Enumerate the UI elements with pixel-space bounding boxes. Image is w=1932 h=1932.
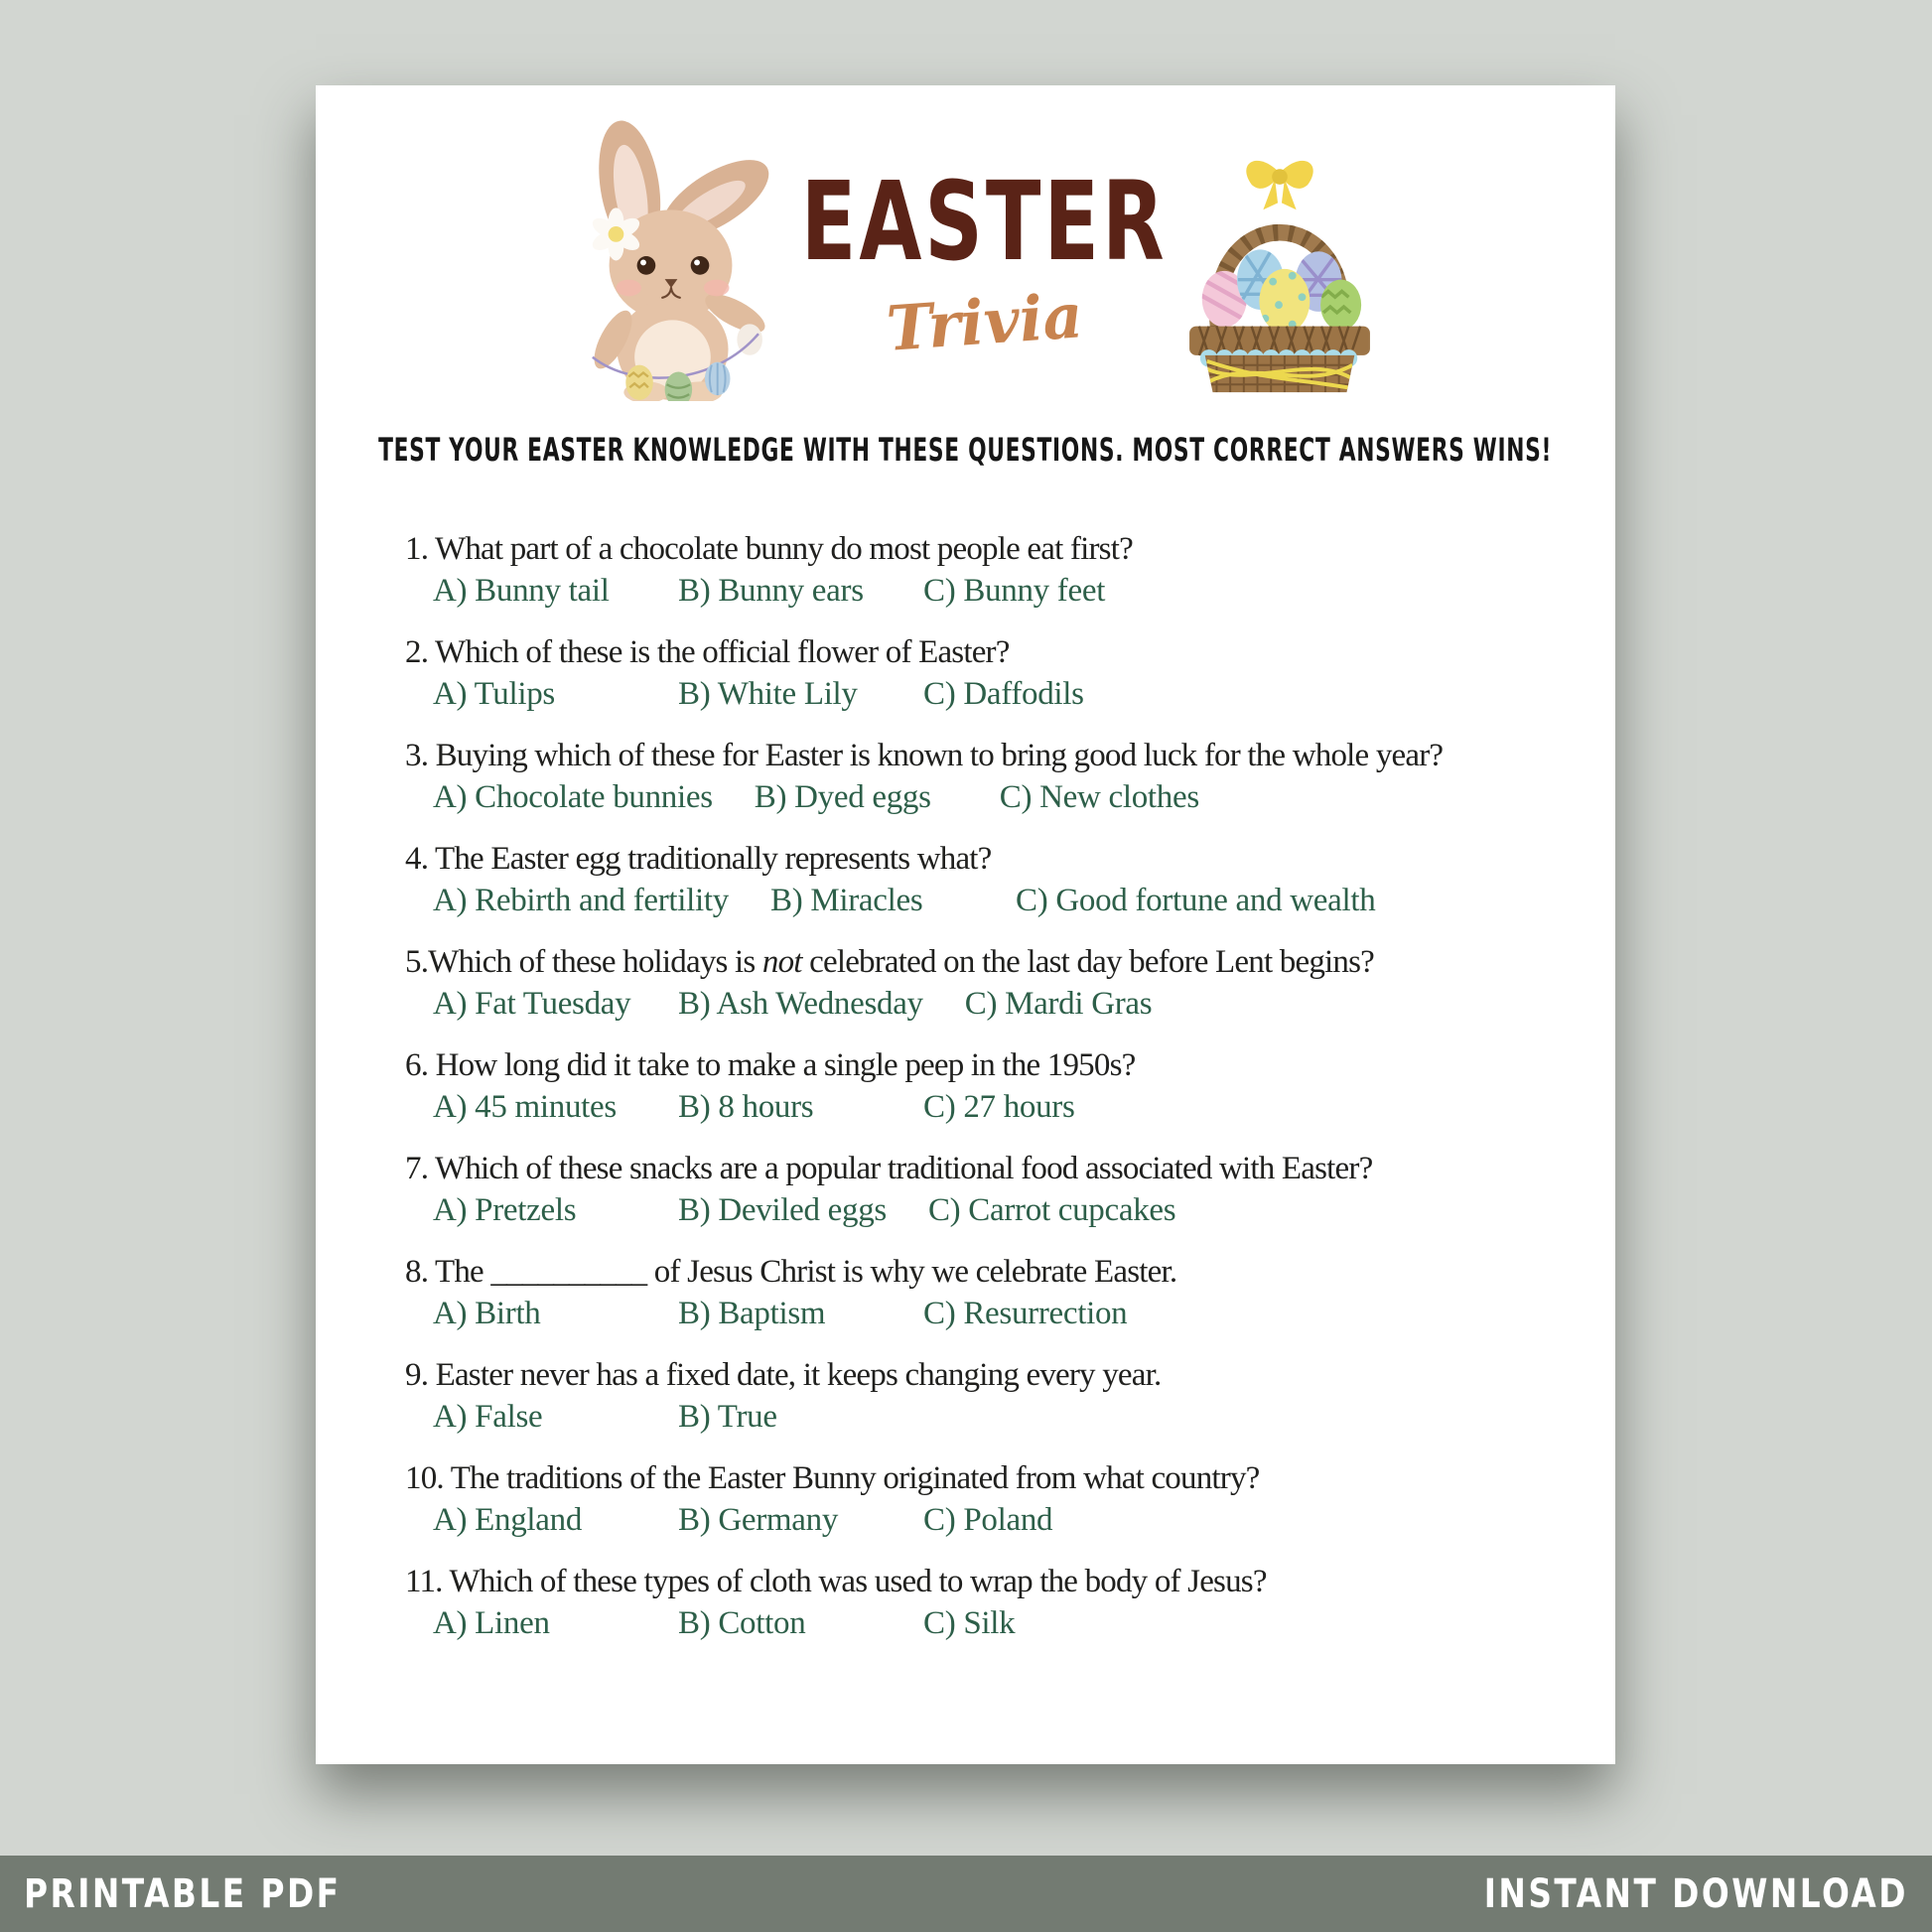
question-text: 4. The Easter egg traditionally represents what? xyxy=(405,841,992,877)
question-text: 10. The traditions of the Easter Bunny originated from what country? xyxy=(405,1460,1260,1496)
question-options xyxy=(405,1396,1586,1444)
footer-bar xyxy=(0,1856,1932,1932)
footer-left-label: PRINTABLE PDF xyxy=(24,1870,342,1917)
question-block xyxy=(405,631,1586,721)
answer-option: B) Bunny ears xyxy=(678,573,864,609)
answer-option: C) Mardi Gras xyxy=(964,986,1153,1022)
question-block xyxy=(405,1044,1586,1134)
answer-option: A) England xyxy=(433,1502,583,1538)
answer-option: A) Birth xyxy=(433,1296,541,1331)
question-text: 3. Buying which of these for Easter is known to bring good luck for the whole year? xyxy=(405,738,1444,773)
answer-option: C) Resurrection xyxy=(923,1296,1128,1331)
answer-option: C) Silk xyxy=(923,1605,1016,1641)
question-text: 2. Which of these is the official flower of Easter? xyxy=(405,634,1010,670)
answer-option: C) Daffodils xyxy=(923,676,1084,712)
bow-icon xyxy=(1246,161,1312,209)
question-block xyxy=(405,1457,1586,1547)
instructions-text: TEST YOUR EASTER KNOWLEDGE WITH THESE QUESTIONS. MOST CORRECT ANSWERS WINS! xyxy=(378,431,1553,469)
question-options xyxy=(405,1602,1586,1650)
question-block xyxy=(405,1354,1586,1444)
page-title-script: Trivia xyxy=(884,279,1085,365)
instructions-row xyxy=(316,431,1615,469)
easter-basket-illustration xyxy=(1177,134,1382,396)
question-block xyxy=(405,838,1586,927)
answer-option: C) Poland xyxy=(923,1502,1053,1538)
answer-option: C) Bunny feet xyxy=(923,573,1106,609)
answer-option: B) Dyed eggs xyxy=(754,779,931,815)
answer-option: B) Germany xyxy=(678,1502,839,1538)
question-options xyxy=(405,673,1586,721)
answer-option: A) Pretzels xyxy=(433,1192,577,1228)
question-block xyxy=(405,528,1586,618)
question-list xyxy=(405,528,1586,1664)
answer-option: A) 45 minutes xyxy=(433,1089,617,1125)
worksheet-header xyxy=(316,113,1615,401)
title-block xyxy=(801,158,1168,365)
answer-option: B) Deviled eggs xyxy=(678,1192,887,1228)
question-options xyxy=(405,1189,1586,1237)
answer-option: A) Fat Tuesday xyxy=(433,986,631,1022)
answer-option: B) Cotton xyxy=(678,1605,806,1641)
answer-option: C) Good fortune and wealth xyxy=(1015,883,1376,918)
question-block xyxy=(405,1561,1586,1650)
answer-option: A) Bunny tail xyxy=(433,573,610,609)
answer-option: C) New clothes xyxy=(999,779,1199,815)
answer-option: B) 8 hours xyxy=(678,1089,814,1125)
question-options xyxy=(405,570,1586,618)
answer-option: C) 27 hours xyxy=(923,1089,1075,1125)
answer-option: C) Carrot cupcakes xyxy=(927,1192,1176,1228)
answer-option: A) Rebirth and fertility xyxy=(433,883,729,918)
answer-option: A) Chocolate bunnies xyxy=(433,779,713,815)
answer-option: B) Ash Wednesday xyxy=(678,986,923,1022)
question-options xyxy=(405,1293,1586,1340)
page-title: EASTER xyxy=(801,158,1168,285)
answer-option: B) Baptism xyxy=(678,1296,826,1331)
question-block xyxy=(405,1251,1586,1340)
question-options xyxy=(405,776,1586,824)
question-text: 1. What part of a chocolate bunny do most people eat first? xyxy=(405,531,1133,567)
question-options xyxy=(405,1086,1586,1134)
question-options xyxy=(405,1499,1586,1547)
question-text: 11. Which of these types of cloth was used to wrap the body of Jesus? xyxy=(405,1564,1267,1599)
question-block xyxy=(405,941,1586,1031)
answer-option: A) Tulips xyxy=(433,676,555,712)
answer-option: B) True xyxy=(678,1399,777,1435)
question-text: 6. How long did it take to make a single peep in the 1950s? xyxy=(405,1047,1136,1083)
answer-option: A) Linen xyxy=(433,1605,550,1641)
question-options xyxy=(405,983,1586,1031)
answer-option: B) Miracles xyxy=(769,883,923,918)
question-text: 9. Easter never has a fixed date, it keeps changing every year. xyxy=(405,1357,1162,1393)
question-options xyxy=(405,880,1586,927)
footer-right-label: INSTANT DOWNLOAD xyxy=(1483,1870,1908,1917)
question-text: 8. The __________ of Jesus Christ is why we celebrate Easter. xyxy=(405,1254,1177,1290)
easter-bunny-illustration xyxy=(550,113,792,401)
worksheet-paper xyxy=(316,85,1615,1764)
answer-option: B) White Lily xyxy=(678,676,858,712)
question-text: 7. Which of these snacks are a popular traditional food associated with Easter? xyxy=(405,1151,1373,1186)
question-block xyxy=(405,735,1586,824)
answer-option: A) False xyxy=(433,1399,543,1435)
question-block xyxy=(405,1148,1586,1237)
question-text: 5.Which of these holidays is not celebrated on the last day before Lent begins? xyxy=(405,944,1374,980)
